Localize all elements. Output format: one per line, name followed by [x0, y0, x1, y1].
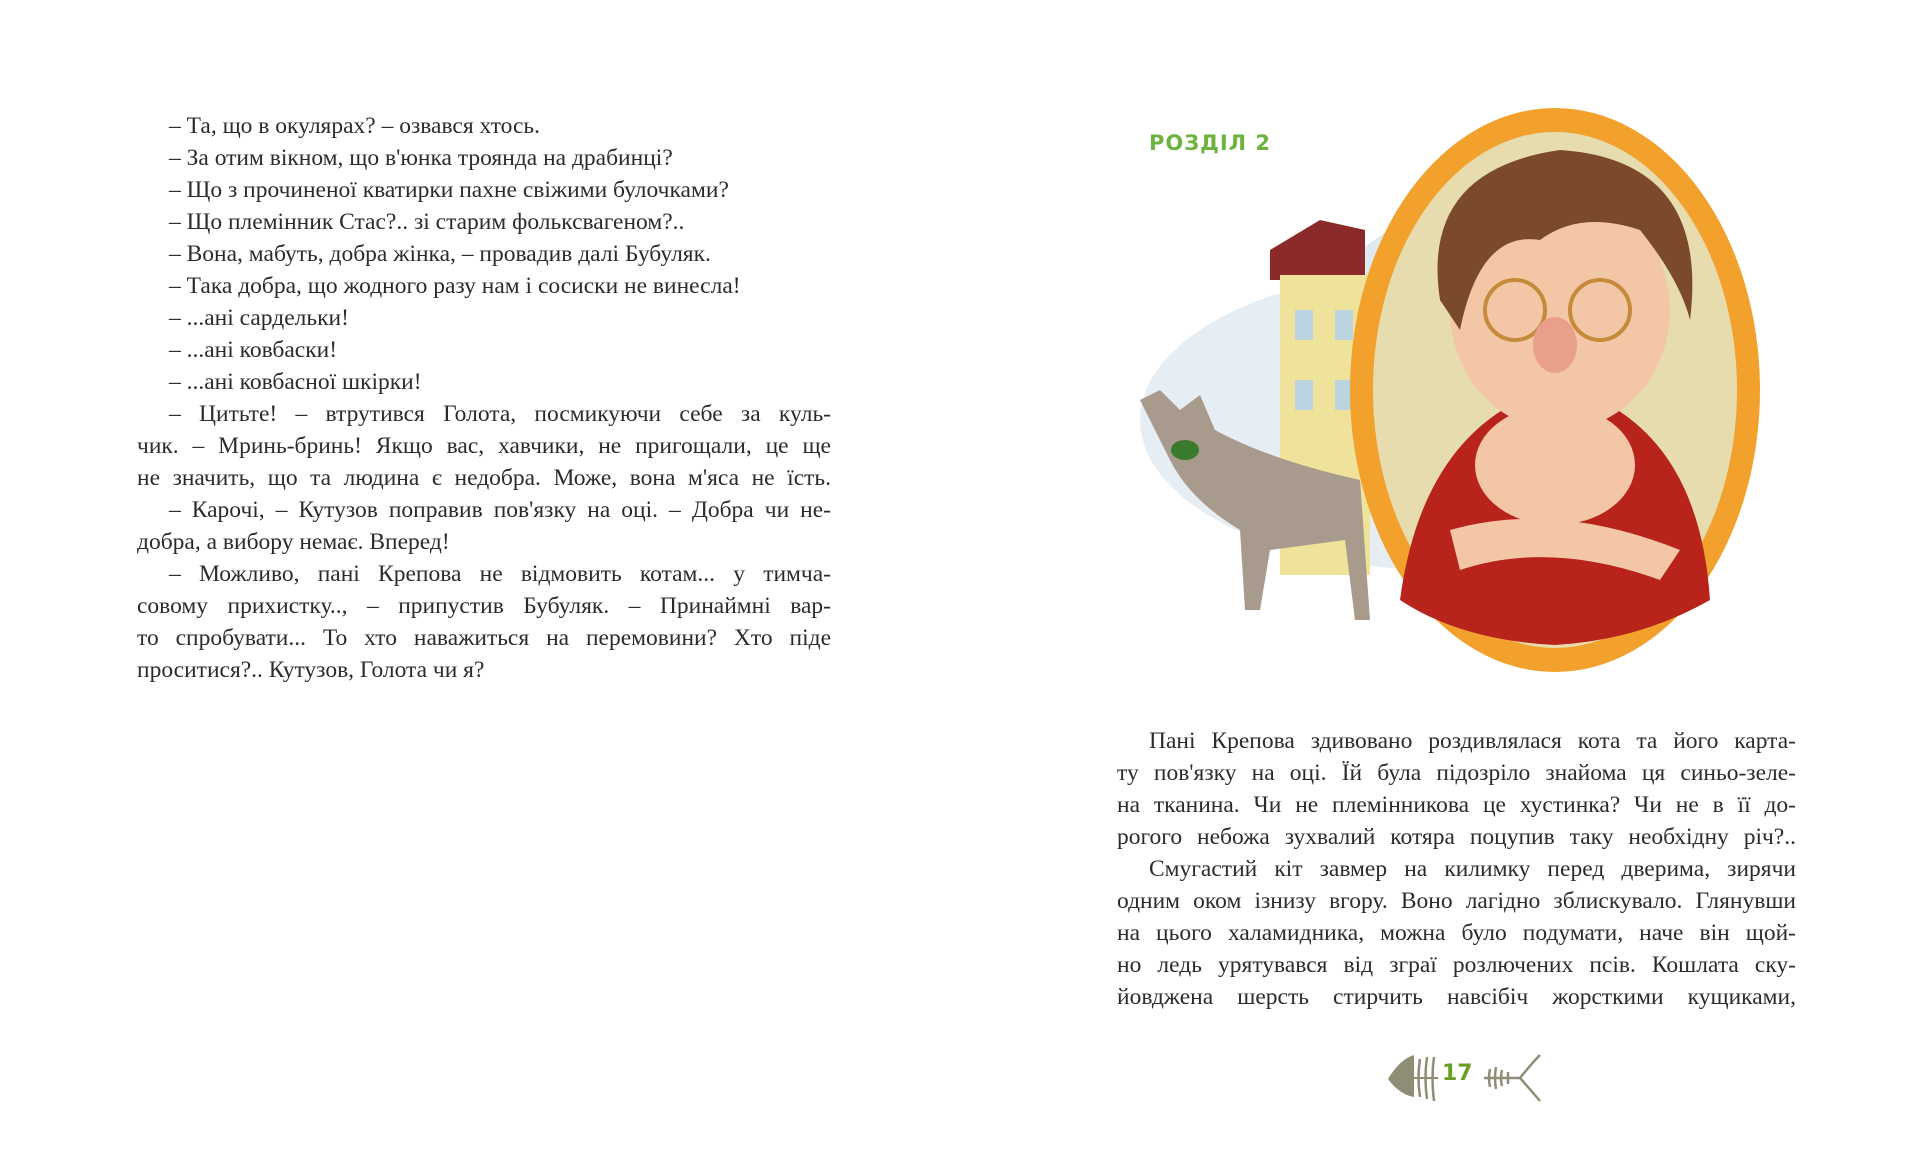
text-line: то спробувати... То хто наважиться на перемовини? Хто піде [137, 625, 831, 651]
text-line: – Що племінник Стас?.. зі старим фольксвагеном?.. [169, 209, 685, 235]
text-line: на тканина. Чи не племінникова це хустинка? Чи не в її до- [1117, 792, 1796, 818]
text-line: добра, а вибору немає. Вперед! [137, 529, 450, 555]
text-line: – Така добра, що жодного разу нам і сосиски не винесла! [169, 273, 741, 299]
text-line: – ...ані ковбаски! [169, 337, 338, 363]
text-line: йовджена шерсть стирчить навсібіч жорсткими кущиками, [1117, 984, 1796, 1010]
text-line: – Карочі, – Кутузов поправив пов'язку на оці. – Добра чи не- [169, 497, 831, 523]
illustration-portrait-in-mirror [1120, 80, 1840, 700]
text-line: – ...ані ковбасної шкірки! [169, 369, 422, 395]
text-line: – Та, що в окулярах? – озвався хтось. [169, 113, 541, 139]
text-line: совому прихистку.., – припустив Бубуляк. – Принаймні вар- [137, 593, 831, 619]
right-page-text [1117, 725, 1796, 1013]
text-line: – ...ані сардельки! [169, 305, 349, 331]
text-line: – Вона, мабуть, добра жінка, – провадив далі Бубуляк. [169, 241, 711, 267]
text-line: на цього халамидника, можна було подумати, наче він щой- [1117, 920, 1796, 946]
page-number-footer [1380, 1045, 1550, 1105]
text-line: но ледь урятувався від зграї розлючених псів. Кошлата ску- [1117, 952, 1796, 978]
page-number: 17 [1442, 1061, 1473, 1086]
text-line: – Що з прочиненої кватирки пахне свіжими булочками? [169, 177, 729, 203]
text-line: Смугастий кіт завмер на килимку перед дверима, зирячи [1149, 856, 1796, 882]
text-line: чик. – Мринь-бринь! Якщо вас, хавчики, не пригощали, це ще [137, 433, 831, 459]
text-line: ту пов'язку на оці. Їй була підозріло знайома ця синьо-зеле- [1117, 760, 1796, 786]
chapter-heading: РОЗДІЛ 2 [1149, 131, 1272, 155]
text-line: Пані Крепова здивовано роздивлялася кота та його карта- [1149, 728, 1796, 754]
text-line: – Можливо, пані Крепова не відмовить котам... у тимча- [169, 561, 831, 587]
text-line: – Цитьте! – втрутився Голота, посмикуючи себе за куль- [169, 401, 831, 427]
text-line: – За отим вікном, що в'юнка троянда на драбинці? [169, 145, 673, 171]
text-line: одним оком ізнизу вгору. Воно лагідно зблискувало. Глянувши [1117, 888, 1796, 914]
text-line: рогого небожа зухвалий котяра поцупив таку необхідну річ?.. [1117, 824, 1796, 850]
text-line: проситися?.. Кутузов, Голота чи я? [137, 657, 485, 683]
text-line: не значить, що та людина є недобра. Може, вона м'яса не їсть. [137, 465, 831, 491]
left-page-text [137, 110, 831, 686]
